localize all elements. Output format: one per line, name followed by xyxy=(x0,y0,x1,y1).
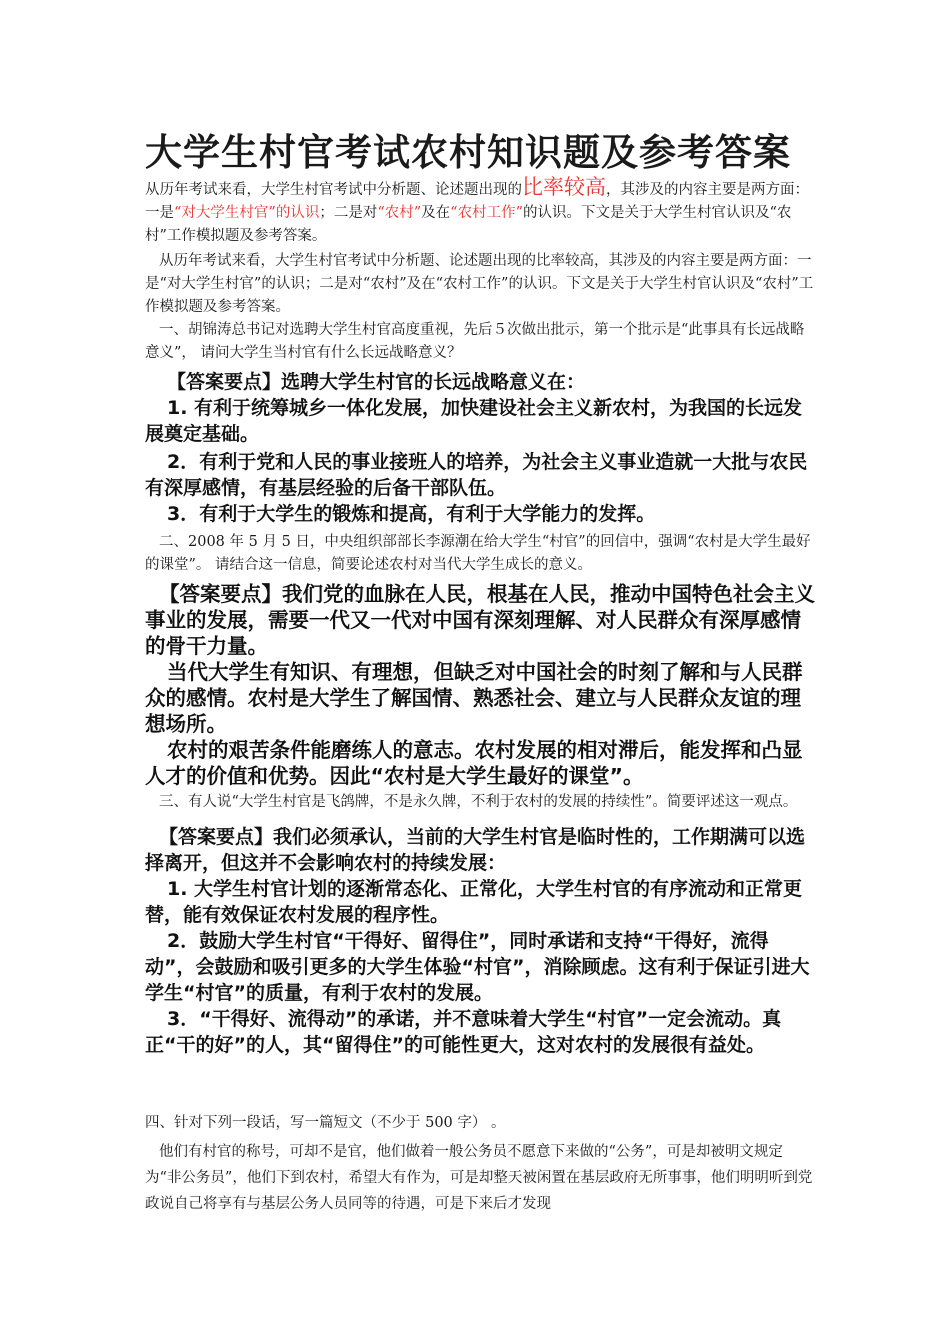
question-4: 四、针对下列一段话，写一篇短文（不少于 500 字） 。 xyxy=(145,1115,506,1131)
answer-3-heading: 【答案要点】我们必须承认，当前的大学生村官是临时性的，工作期满可以选择离开，但这并不会影响农村的持续发展： xyxy=(145,826,806,874)
answer-3-point-3: 3．“干得好、流得动”的承诺，并不意味着大学生“村官”一定会流动。真正“干的好”的人，其“留得住”的可能性更大，这对农村的发展很有益处。 xyxy=(145,1008,782,1056)
answer-2-paragraph-2: 当代大学生有知识、有理想，但缺乏对中国社会的时刻了解和与人民群众的感情。农村是大学生了解国情、熟悉社会、建立与人民群众友谊的理想场所。 xyxy=(145,660,803,736)
answer-3-point-2: 2．鼓励大学生村官“干得好、留得住”，同时承诺和支持“干得好，流得动”，会鼓励和吸引更多的大学生体验“村官”，消除顾虑。这有利于保证引进大学生“村官”的质量，有利于农村的发展。 xyxy=(145,930,810,1004)
intro-paragraph-highlighted xyxy=(145,176,815,248)
intro-text-a: 从历年考试来看，大学生村官考试中分析题、论述题出现的 xyxy=(145,182,522,198)
question-1: 一、胡锦涛总书记对选聘大学生村官高度重视，先后５次做出批示，第一个批示是“此事具有长远战略意义”， 请问大学生当村官有什么长远战略意义？ xyxy=(145,322,805,361)
answer-2-paragraph-1: 【答案要点】我们党的血脉在人民，根基在人民，推动中国特色社会主义事业的发展，需要一代又一代对中国有深刻理解、对人民群众有深厚感情的骨干力量。 xyxy=(145,582,815,658)
intro-highlight-ratio: 比率较高 xyxy=(522,175,606,199)
answer-1-point-1: 1. 有利于统筹城乡一体化发展，加快建设社会主义新农村，为我国的长远发展奠定基础。 xyxy=(145,397,803,445)
answer-1-heading: 【答案要点】选聘大学生村官的长远战略意义在： xyxy=(167,371,586,393)
question-3: 三、有人说“大学生村官是飞鸽牌，不是永久牌，不利于农村的发展的持续性”。简要评述这一观点。 xyxy=(159,794,798,810)
section-spacer xyxy=(145,1058,815,1106)
answer-2-paragraph-3: 农村的艰苦条件能磨练人的意志。农村发展的相对滞后，能发挥和凸显人才的价值和优势。因此“农村是大学生最好的课堂”。 xyxy=(145,738,803,788)
intro-highlight-countryside: “农村” xyxy=(377,205,422,221)
intro-highlight-cadre: “对大学生村官”的认识 xyxy=(174,205,320,221)
document-title: 大学生村官考试农村知识题及参考答案 xyxy=(145,130,791,174)
intro-text-c: ，其涉及的内容主要是两方面：一是 xyxy=(145,182,809,221)
answer-3-point-1: 1. 大学生村官计划的逐渐常态化、正常化，大学生村官的有序流动和正常更替，能有效保证农村发展的程序性。 xyxy=(145,878,803,926)
answer-1-point-2: 2．有利于党和人民的事业接班人的培养，为社会主义事业造就一大批与农民有深厚感情，有基层经验的后备干部队伍。 xyxy=(145,451,808,499)
document-page xyxy=(145,128,815,1217)
intro-highlight-rural-work: “农村工作” xyxy=(450,205,523,221)
intro-paragraph: 从历年考试来看，大学生村官考试中分析题、论述题出现的比率较高，其涉及的内容主要是两方面：一是“对大学生村官”的认识；二是对“农村”及在“农村工作”的认识。下文是关于大学生村官认识及“农村”工作模拟题及参考答案。 xyxy=(145,253,814,315)
intro-text-i: 的认识。下文是关于大学生村官认识及“农村”工作模拟题及参考答案。 xyxy=(145,205,792,244)
intro-text-g: 及在 xyxy=(421,205,451,221)
answer-1-point-3: 3．有利于大学生的锻炼和提高，有利于大学能力的发挥。 xyxy=(167,503,656,525)
intro-text-e: ；二是对 xyxy=(319,205,378,221)
question-2: 二、2008 年 5 月 5 日，中央组织部部长李源潮在给大学生“村官”的回信中，强调“农村是大学生最好的课堂”。 请结合这一信息，简要论述农村对当代大学生成长的意义。 xyxy=(145,534,811,573)
question-4-passage: 他们有村官的称号，可却不是官，他们做着一般公务员不愿意下来做的“公务”，可是却被明文规定为“非公务员”，他们下到农村，希望大有作为，可是却整天被闲置在基层政府无所事事，他们明明听到党政说自己将享有与基层公务人员同等的待遇，可是下来后才发现 xyxy=(145,1144,813,1212)
